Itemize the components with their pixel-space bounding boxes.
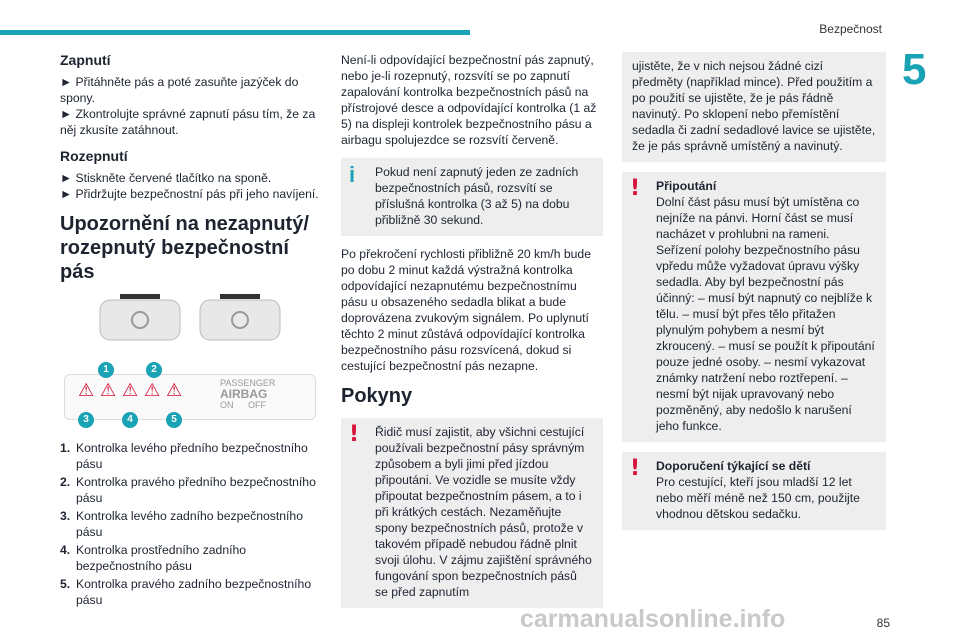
- callout-3: 3: [78, 412, 94, 428]
- heading-rozepnuti: Rozepnutí: [60, 148, 128, 164]
- chapter-number: 5: [902, 45, 927, 94]
- paragraph-warning-lamp: Není-li odpovídající bezpečnostní pás zapnutý, nebo je-li rozepnutý, rozsvítí se po zapnutí zapalování kontrolka bezpečnostních pásů na přístrojové desce a odpovídající kontrolka (1 až 5) na displeji kontrolek bezpečnostního pásu a airbagu spolujezdce se rozsvítí červeně.: [341, 53, 597, 147]
- column-middle: [341, 52, 603, 618]
- column-left: [60, 52, 322, 610]
- callout-4: 4: [122, 412, 138, 428]
- header-accent-line: [0, 30, 470, 35]
- page-number: 85: [876, 616, 890, 630]
- seatbelt-icon: ⚠: [166, 380, 183, 400]
- watermark: carmanualsonline.info: [520, 605, 786, 633]
- callout-1: 1: [98, 362, 114, 378]
- list-item: 2. Kontrolka pravého předního bezpečnostního pásu: [60, 475, 316, 505]
- heading-pokyny: Pokyny: [341, 385, 413, 407]
- warning-icon: !: [349, 422, 360, 447]
- header-bar: [0, 0, 960, 40]
- seatbelt-icon: ⚠: [122, 380, 139, 400]
- seatbelt-icon: ⚠: [144, 380, 161, 400]
- airbag-off: OFF: [248, 400, 267, 410]
- callout-5: 5: [166, 412, 182, 428]
- warning-icon: !: [630, 176, 641, 201]
- list-item: 4. Kontrolka prostředního zadního bezpečnostního pásu: [60, 543, 247, 573]
- info-text: Pokud není zapnutý jeden ze zadních bezpečnostních pásů, rozsvítí se příslušná kontrolka (3 až 5) na dobu přibližně 30 sekund.: [375, 165, 579, 227]
- airbag-label-1: PASSENGER: [220, 378, 276, 388]
- warning-icon: !: [630, 456, 641, 481]
- seatbelt-panel-illustration: [60, 362, 322, 428]
- continued-text: ujistěte, že v nich nejsou žádné cizí předměty (například mince). Před použitím a po použití se ujistěte, že je pás řádně navinutý. Po sklopení nebo přemístění sedadla či zadní sedadlové lavice se ujistěte, že je pás správně umístěný a navinutý.: [632, 59, 876, 153]
- step-zapnuti-1: ► Přitáhněte pás a poté zasuňte jazýček do spony.: [60, 75, 299, 105]
- list-item: 3. Kontrolka levého zadního bezpečnostního pásu: [60, 509, 303, 539]
- mirror-illustration: [60, 294, 322, 350]
- list-item: 1. Kontrolka levého předního bezpečnostního pásu: [60, 441, 308, 471]
- continued-box: [622, 52, 886, 162]
- warning-box: [341, 418, 603, 608]
- deti-text: Pro cestující, kteří jsou mladší 12 let nebo měří méně než 150 cm, použijte vhodnou dětskou sedačku.: [656, 475, 860, 521]
- airbag-label-2: AIRBAG: [220, 387, 268, 401]
- section-title: Bezpečnost: [819, 22, 882, 36]
- step-zapnuti-2: ► Zkontrolujte správné zapnutí pásu tím, že za něj zkusíte zatáhnout.: [60, 107, 316, 137]
- pripoutani-title: Připoutání: [656, 179, 717, 193]
- seatbelt-icon: ⚠: [100, 380, 117, 400]
- step-rozepnuti-1: ► Stiskněte červené tlačítko na sponě.: [60, 171, 272, 185]
- warning-text: Řidič musí zajistit, aby všichni cestující používali bezpečnostní pásy správným způsobem a byli jimi před jízdou připoutáni. Ve vozidle se musíte vždy připoutat bezpečnostním pásem, a to i při krátkých cestách. Nezaměňujte spony bezpečnostních pásů, protože v takovém případě nebudou řádně plnit svoji úlohu. V zájmu zajištění správného fungování spon bezpečnostních pásů se před zapnutím: [375, 425, 592, 599]
- info-icon: i: [349, 162, 356, 187]
- seatbelt-icon: ⚠: [78, 380, 95, 400]
- heading-zapnuti: Zapnutí: [60, 52, 111, 68]
- deti-title: Doporučení týkající se dětí: [656, 459, 811, 473]
- pripoutani-text: Dolní část pásu musí být umístěna co nejníže na pánvi. Horní část se musí nacházet v prohlubni na rameni. Seřízení polohy bezpečnostního pásu vpředu může vyžadovat úpravu výšky sedadla. Aby byl bezpečnostní pás účinný: – musí být napnutý co nejblíže k tělu. – musí být přes tělo přitažen plynulým pohybem a nesmí být zkroucený. – musí se použít k připoutání pouze jedné osoby. – nesmí vykazovat známky natržení nebo roztřepení. – nesmí být nijak upravovaný nebo pozměněný, aby nedošlo k narušení jeho funkce.: [656, 195, 875, 433]
- callout-2: 2: [146, 362, 162, 378]
- main-heading: Upozornění na nezapnutý/ rozepnutý bezpečnostní pás: [60, 213, 309, 283]
- legend-list: [60, 440, 322, 608]
- list-item: 5. Kontrolka pravého zadního bezpečnostního pásu: [60, 577, 312, 607]
- paragraph-speed: Po překročení rychlosti přibližně 20 km/h bude po dobu 2 minut každá výstražná kontrolka odpovídající nezapnutému bezpečnostnímu pásu u obsazeného sedadla blikat a bude doprovázena zvukovým signálem. Po uplynutí těchto 2 minut zůstává odpovídající kontrolka bezpečnostního pásu rozsvícená, dokud si cestující bezpečnostní pás nezapne.: [341, 247, 591, 373]
- airbag-indicator: [220, 378, 275, 411]
- warning-box-deti: [622, 452, 886, 530]
- step-rozepnuti-2: ► Přidržujte bezpečnostní pás při jeho navíjení.: [60, 187, 319, 201]
- info-box: [341, 158, 603, 236]
- warning-box-pripoutani: [622, 172, 886, 442]
- mirror-icon: [60, 294, 322, 350]
- column-right: [622, 52, 886, 540]
- airbag-on: ON: [220, 400, 234, 410]
